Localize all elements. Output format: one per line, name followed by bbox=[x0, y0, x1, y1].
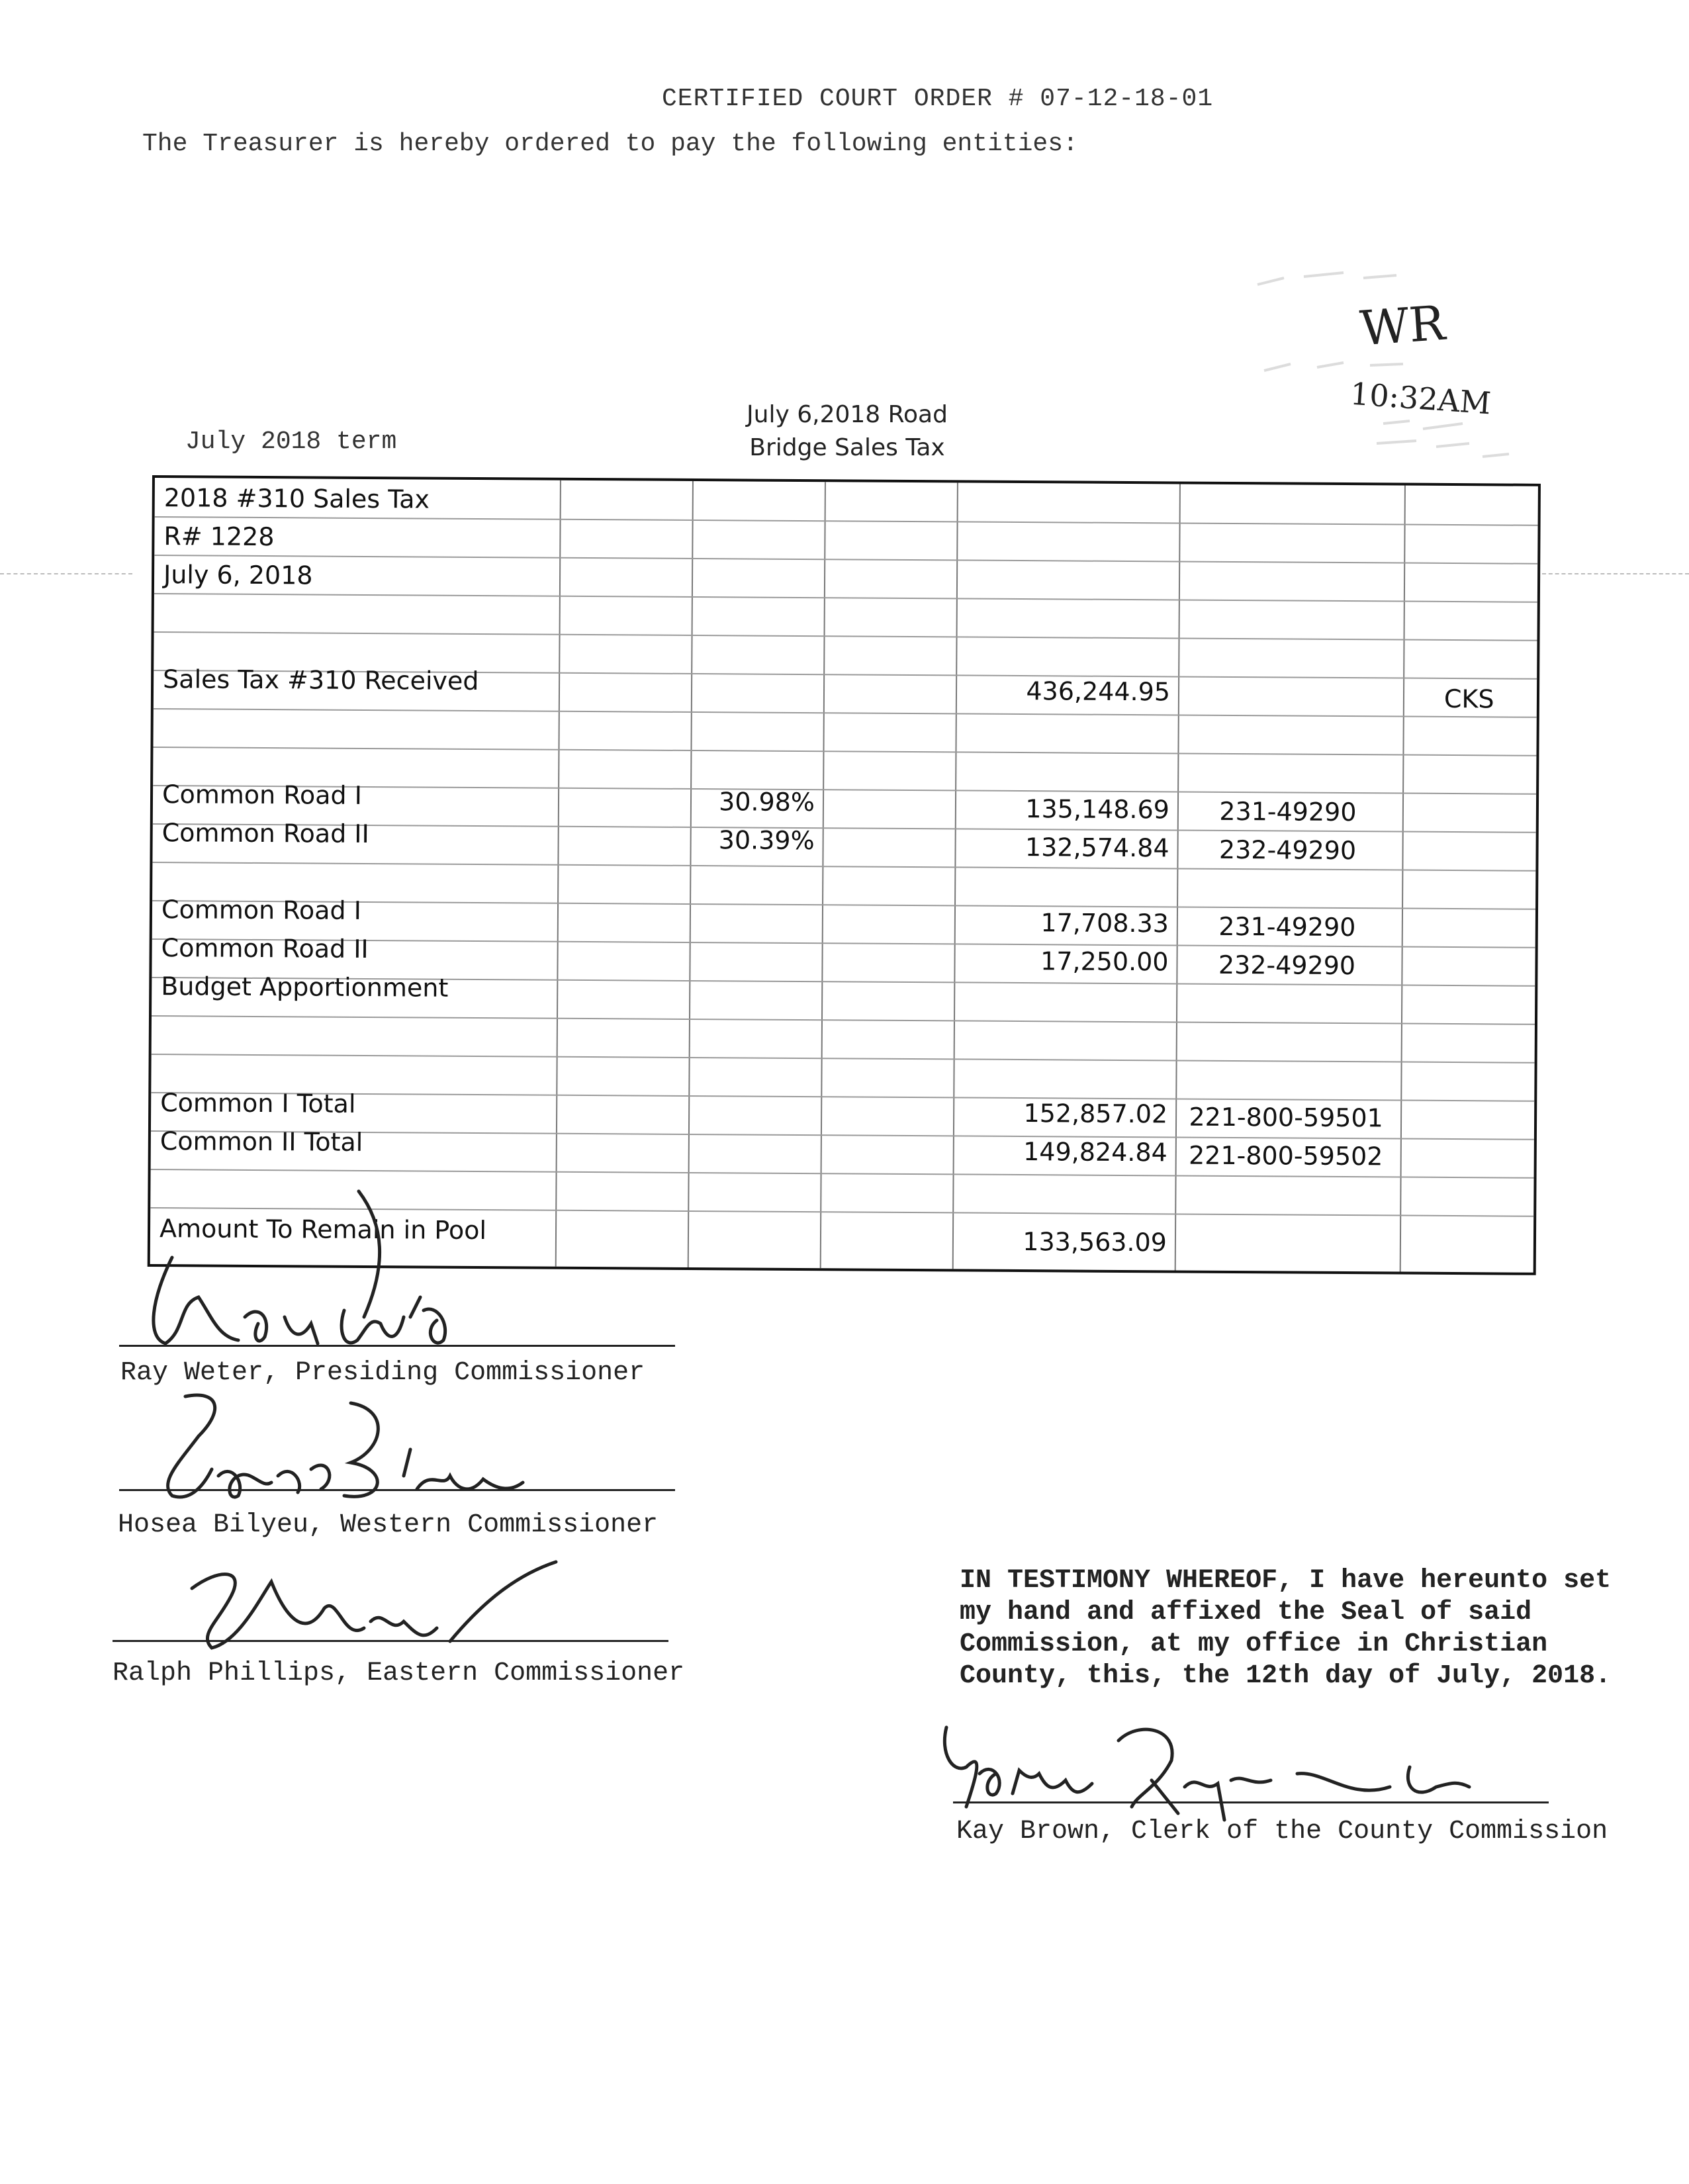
received-amount: 436,244.95 bbox=[1026, 676, 1171, 707]
order-title: CERTIFIED COURT ORDER # 07-12-18-01 bbox=[662, 85, 1214, 113]
ledger-header-row: R# 1228 bbox=[163, 522, 275, 552]
scan-mark bbox=[0, 573, 132, 574]
signature-ralph-phillips bbox=[172, 1542, 596, 1674]
ledger-header-row: July 6, 2018 bbox=[163, 560, 313, 590]
row-divider bbox=[152, 1015, 1535, 1025]
percent-row-amount: 135,148.69 bbox=[1025, 794, 1170, 825]
total-row-amount: 149,824.84 bbox=[1023, 1137, 1167, 1167]
faint-stamp-mark bbox=[1244, 258, 1522, 477]
commissioner-label: Ralph Phillips, Eastern Commissioner bbox=[113, 1659, 685, 1688]
ledger-table bbox=[148, 475, 1541, 1275]
percent-row-account: 232-49290 bbox=[1218, 835, 1357, 866]
column-divider bbox=[952, 482, 958, 1269]
column-divider bbox=[1400, 486, 1406, 1272]
percent-row-account: 231-49290 bbox=[1219, 796, 1357, 827]
commissioner-label: Hosea Bilyeu, Western Commissioner bbox=[118, 1510, 659, 1540]
row-divider bbox=[154, 708, 1537, 718]
signature-line bbox=[119, 1489, 675, 1491]
clerk-label: Kay Brown, Clerk of the County Commission bbox=[956, 1817, 1608, 1846]
row-divider bbox=[155, 516, 1538, 526]
column-header-line1: July 6,2018 Road bbox=[747, 401, 948, 428]
apportion-row-amount: 17,708.33 bbox=[1040, 908, 1169, 938]
total-row-account: 221-800-59501 bbox=[1189, 1102, 1383, 1133]
commissioner-label: Ray Weter, Presiding Commissioner bbox=[120, 1358, 645, 1388]
column-header bbox=[728, 398, 966, 465]
signature-line bbox=[953, 1801, 1549, 1803]
receipt-time: 10:32AM bbox=[1349, 375, 1492, 422]
row-divider bbox=[152, 1054, 1535, 1064]
order-intro: The Treasurer is hereby ordered to pay the following entities: bbox=[142, 130, 1078, 158]
total-row-label: Common I Total bbox=[160, 1088, 356, 1118]
signature-hosea-bilyeu bbox=[139, 1383, 563, 1516]
column-header-line2: Bridge Sales Tax bbox=[749, 434, 945, 461]
total-row-label: Common II Total bbox=[160, 1126, 363, 1157]
apportion-row-account: 231-49290 bbox=[1218, 911, 1356, 942]
signature-ray-weter bbox=[126, 1185, 470, 1370]
row-divider bbox=[154, 631, 1537, 641]
column-divider bbox=[555, 480, 561, 1267]
row-divider bbox=[153, 747, 1536, 756]
row-divider bbox=[154, 593, 1537, 603]
received-note: CKS bbox=[1443, 684, 1494, 714]
term-label: July 2018 term bbox=[185, 428, 397, 456]
percent-row-amount: 132,574.84 bbox=[1025, 833, 1169, 863]
apportion-label: Budget Apportionment bbox=[161, 972, 449, 1003]
row-divider bbox=[151, 1092, 1534, 1102]
signature-line bbox=[119, 1345, 675, 1347]
row-divider bbox=[154, 555, 1537, 565]
apportion-row-amount: 17,250.00 bbox=[1040, 946, 1169, 977]
testimony-text: IN TESTIMONY WHEREOF, I have hereunto set my hand and affixed the Seal of said Commission, at my office in Christian County, this, the 12th day of July, 2018. bbox=[960, 1566, 1612, 1691]
percent-row-percent: 30.39% bbox=[718, 825, 815, 856]
signature-line bbox=[113, 1640, 668, 1642]
apportion-row-label: Common Road II bbox=[161, 933, 369, 964]
column-divider bbox=[688, 481, 694, 1267]
total-row-amount: 152,857.02 bbox=[1023, 1099, 1168, 1129]
receipt-initials: WR bbox=[1358, 295, 1447, 357]
column-divider bbox=[820, 482, 826, 1268]
percent-row-percent: 30.98% bbox=[718, 787, 815, 817]
remain-label: Amount To Remain in Pool bbox=[159, 1214, 487, 1246]
apportion-row-label: Common Road I bbox=[161, 895, 361, 925]
apportion-row-account: 232-49290 bbox=[1218, 950, 1356, 981]
percent-row-label: Common Road I bbox=[161, 780, 363, 810]
total-row-account: 221-800-59502 bbox=[1188, 1140, 1383, 1171]
remain-amount: 133,563.09 bbox=[1023, 1227, 1167, 1257]
ledger-header-row: 2018 #310 Sales Tax bbox=[163, 483, 430, 514]
percent-row-label: Common Road II bbox=[161, 818, 369, 849]
scan-mark bbox=[1542, 573, 1689, 574]
received-label: Sales Tax #310 Received bbox=[162, 664, 479, 696]
